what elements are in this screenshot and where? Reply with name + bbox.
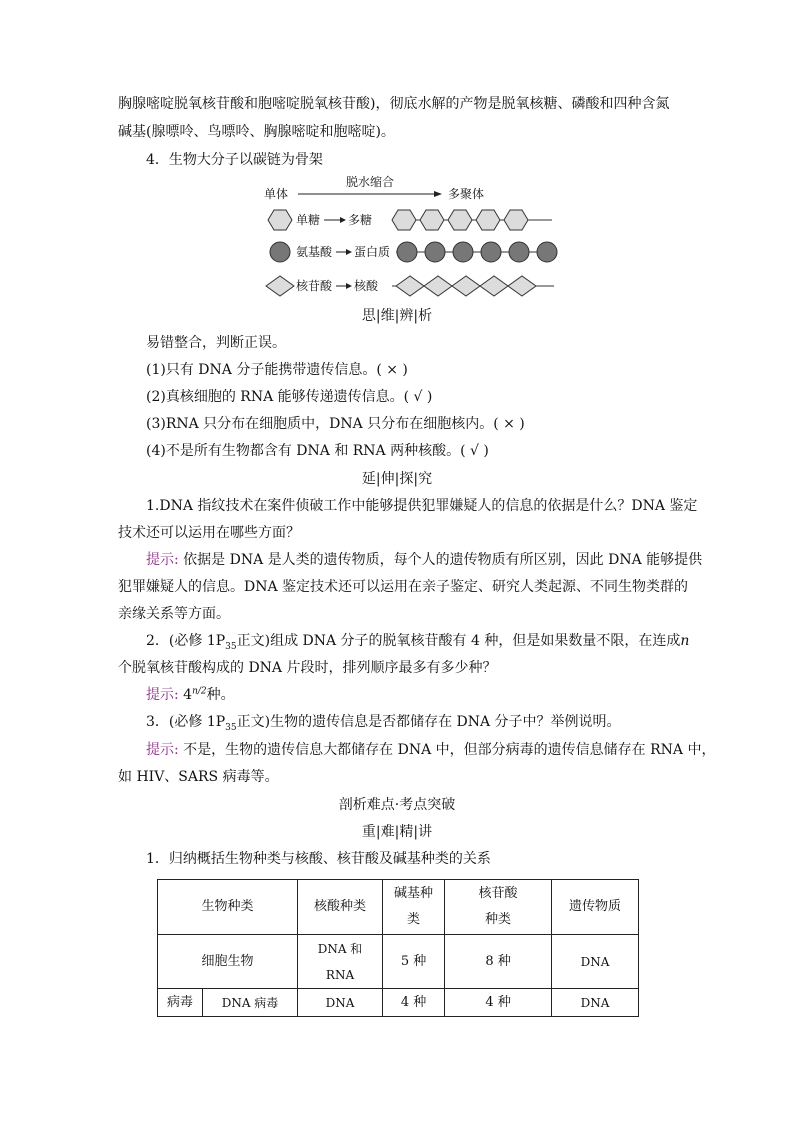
diamond-monomer-icon [266, 276, 294, 296]
answer-3-text: 不是，生物的遗传信息大都储存在 DNA 中，但部分病毒的遗传信息储存在 RNA 中， [178, 742, 716, 758]
monomer-polymer-diagram [262, 172, 562, 302]
cell: 4 种 [445, 989, 552, 1017]
q2-prefix: 2．(必修 1P [146, 633, 226, 649]
answer-2 [146, 685, 235, 705]
q2-variable-n: n [680, 633, 690, 649]
row-sugar-polymer: 多糖 [348, 213, 373, 227]
judge-item-4: (4)不是所有生物都含有 DNA 和 RNA 两种核酸。( √ ) [146, 443, 489, 459]
a2-base: 4 [178, 687, 193, 703]
q3-prefix: 3．(必修 1P [146, 714, 226, 730]
table-header-row [158, 880, 639, 935]
diagram-polymer-label: 多聚体 [448, 187, 485, 201]
nucleic-acid-chain-icon [392, 276, 554, 296]
row-amino-polymer: 蛋白质 [354, 245, 391, 259]
answer-1-line-1 [146, 550, 702, 570]
cell: 病毒 [158, 989, 203, 1017]
row-amino-arrow-head [346, 249, 352, 255]
table-row [158, 989, 639, 1017]
diagram-process-label: 脱水缩合 [346, 175, 395, 189]
siwei-intro: 易错整合，判断正误。 [146, 335, 286, 351]
siwei-heading: 思|维|辨|析 [361, 308, 433, 324]
cell: DNA 病毒 [203, 989, 298, 1017]
diagram-arrow-head [434, 191, 442, 197]
question-1-line-2: 技术还可以运用在哪些方面？ [118, 525, 300, 541]
q2-rest: 正文)组成 DNA 分子的脱氧核苷酸有 4 种，但是如果数量不限，在连成 [236, 633, 681, 649]
answer-3-line-2: 如 HIV、SARS 病毒等。 [118, 769, 279, 785]
q2-page-sub: 35 [225, 641, 237, 652]
row-nucleotide-arrow-head [346, 283, 352, 289]
hexagon-monomer-icon [268, 210, 292, 230]
a2-tail: 种。 [206, 687, 235, 703]
answer-1-line-2: 犯罪嫌疑人的信息。DNA 鉴定技术还可以运用在亲子鉴定、研究人类起源、不同生物类群的 [118, 579, 689, 595]
zhongnan-subheading: 重|难|精|讲 [361, 824, 433, 840]
hint-label: 提示: [146, 552, 179, 568]
hint-label: 提示: [146, 687, 179, 703]
row-amino-monomer: 氨基酸 [296, 245, 333, 259]
judge-item-2: (2)真核细胞的 RNA 能够传递遗传信息。( √ ) [146, 389, 433, 405]
cell: 8 种 [445, 935, 552, 989]
answer-1-line-3: 亲缘关系等方面。 [118, 606, 230, 622]
header-organism: 生物种类 [158, 880, 298, 935]
header-bases: 碱基种 类 [383, 880, 445, 935]
row-sugar-monomer: 单糖 [296, 213, 321, 227]
judge-item-3: (3)RNA 只分布在细胞质中，DNA 只分布在细胞核内。( × ) [146, 416, 525, 432]
answer-3-line-1 [146, 740, 715, 760]
question-2-line-2: 个脱氧核苷酸构成的 DNA 片段时，排列顺序最多有多少种？ [118, 660, 497, 676]
question-2-line-1 [146, 631, 689, 651]
yanshen-heading: 延|伸|探|究 [361, 471, 433, 487]
cell: DNA [552, 935, 639, 989]
row-sugar-arrow-head [340, 217, 346, 223]
para-line-2: 碱基(腺嘌呤、鸟嘌呤、胸腺嘧啶和胞嘧啶)。 [118, 124, 395, 140]
row-nucleotide-monomer: 核苷酸 [296, 279, 333, 293]
para-line-1: 胸腺嘧啶脱氧核苷酸和胞嘧啶脱氧核苷酸)，彻底水解的产物是脱氧核糖、磷酸和四种含氮 [118, 96, 670, 112]
row-nucleotide-polymer: 核酸 [354, 279, 379, 293]
circle-monomer-icon [270, 242, 290, 262]
header-genetic-material: 遗传物质 [552, 880, 639, 935]
answer-1-text: 依据是 DNA 是人类的遗传物质，每个人的遗传物质有所区别，因此 DNA 能够提供 [178, 552, 703, 568]
cell: 4 种 [383, 989, 445, 1017]
polysaccharide-chain-icon [392, 210, 552, 230]
q3-rest: 正文)生物的遗传信息是否都储存在 DNA 分子中？举例说明。 [236, 714, 621, 730]
nucleic-acid-table [157, 879, 639, 1017]
section-4-title: 4．生物大分子以碳链为骨架 [146, 152, 323, 168]
question-1-line-1: 1.DNA 指纹技术在案件侦破工作中能够提供犯罪嫌疑人的信息的依据是什么？DNA 鉴定 [146, 498, 698, 514]
a2-exponent: n/2 [192, 686, 207, 697]
table-row [158, 935, 639, 989]
q3-page-sub: 35 [225, 722, 237, 733]
cell: 5 种 [383, 935, 445, 989]
cell: DNA [552, 989, 639, 1017]
hint-label: 提示: [146, 742, 179, 758]
header-nucleic-acid: 核酸种类 [298, 880, 383, 935]
cell: 细胞生物 [158, 935, 298, 989]
summary-item-1: 1．归纳概括生物种类与核酸、核苷酸及碱基种类的关系 [146, 851, 491, 867]
question-3 [146, 712, 621, 732]
header-nucleotides: 核苷酸 种类 [445, 880, 552, 935]
protein-chain-icon [396, 242, 557, 262]
diagram-monomer-label: 单体 [264, 187, 289, 201]
cell: DNA 和 RNA [298, 935, 383, 989]
cell: DNA [298, 989, 383, 1017]
judge-item-1: (1)只有 DNA 分子能携带遗传信息。( × ) [146, 362, 408, 378]
poxi-heading: 剖析难点·考点突破 [338, 797, 456, 813]
